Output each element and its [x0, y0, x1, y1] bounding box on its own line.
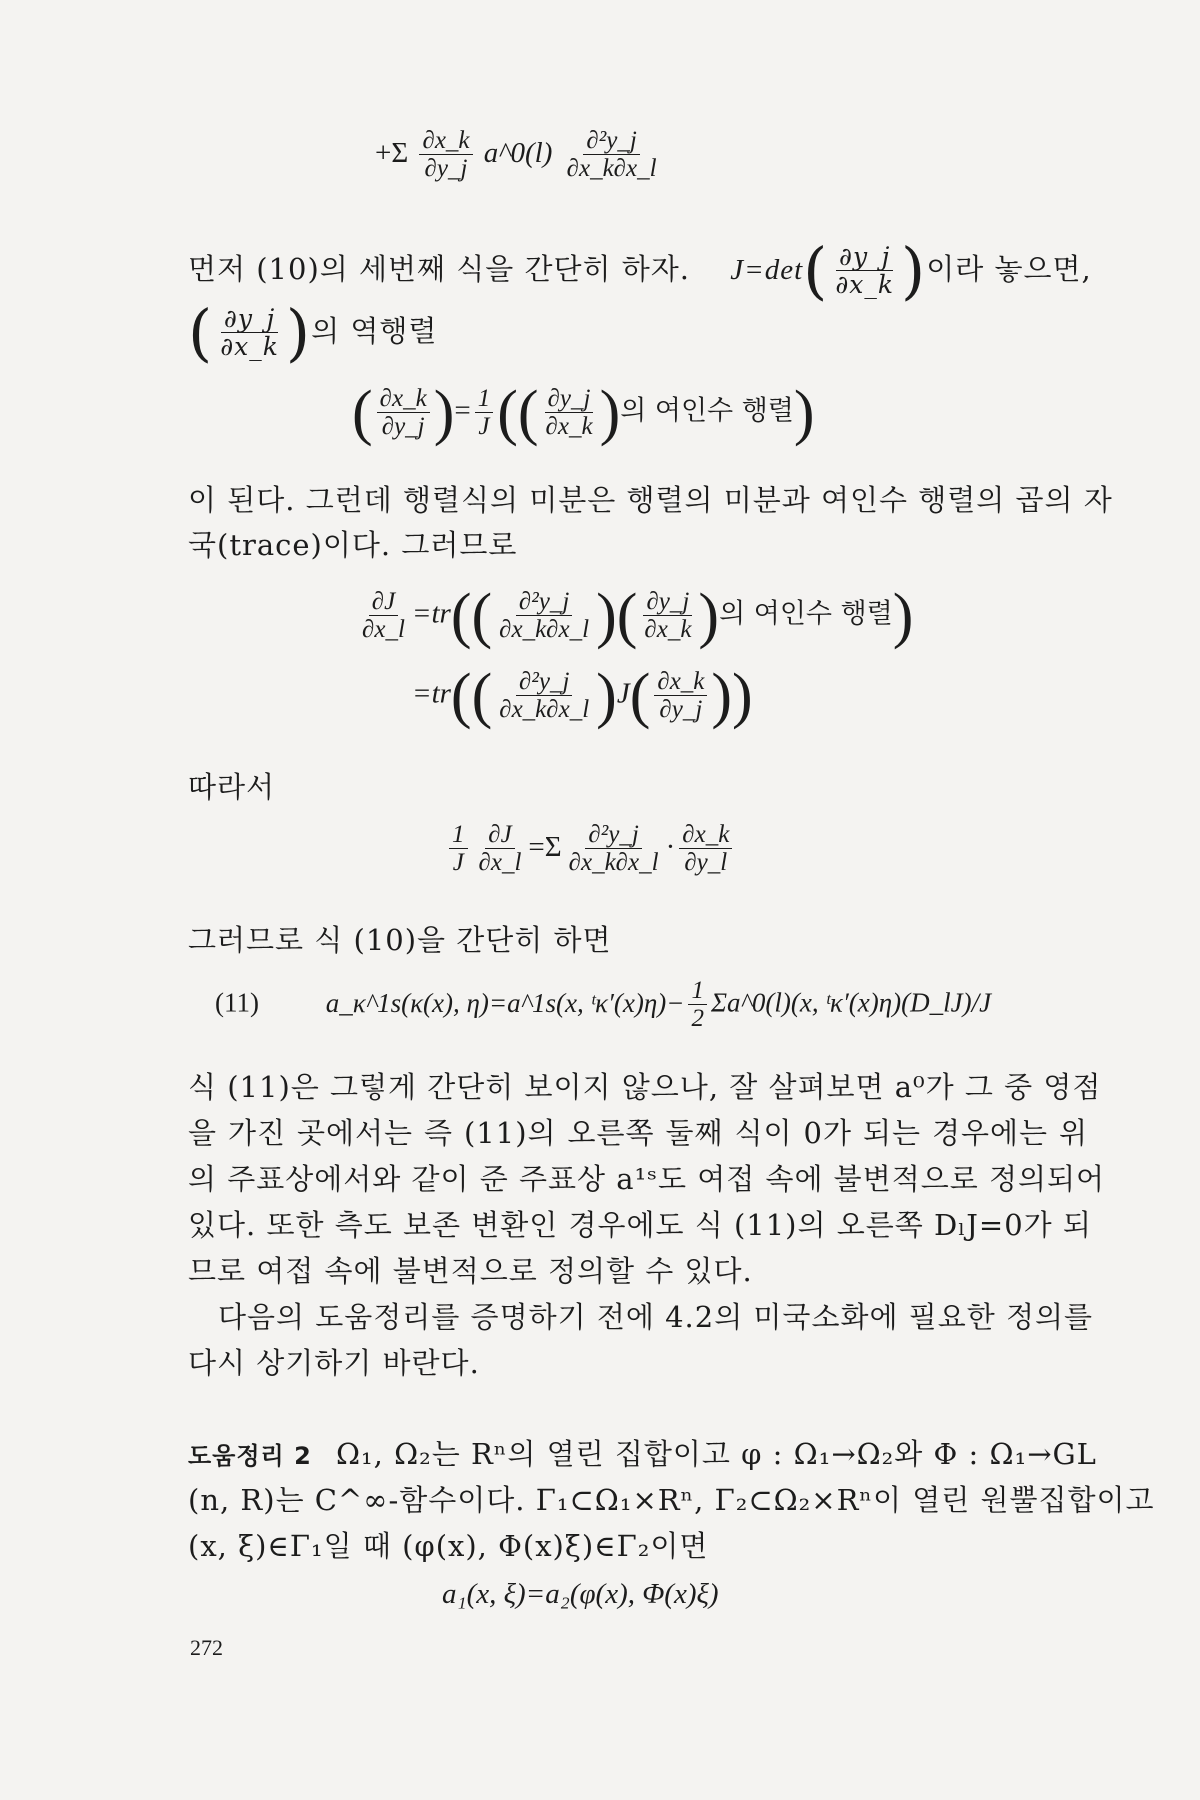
fraction-numerator: ∂y_j: [545, 386, 594, 413]
paren: ): [596, 662, 617, 730]
eq-sign: =tr: [411, 597, 451, 630]
fraction-numerator: ∂²y_j: [516, 589, 572, 616]
eq-sum-prefix: +Σ: [375, 137, 409, 170]
fraction-denominator: ∂y_j: [424, 155, 468, 183]
fraction-denominator: ∂x_k∂x_l: [499, 615, 590, 643]
fraction-numerator: 1: [688, 978, 707, 1005]
paragraph-line: 다시 상기하기 바란다.: [188, 1346, 480, 1380]
fraction-numerator: ∂J: [369, 589, 398, 616]
paren: (: [629, 662, 651, 730]
paragraph-line: 식 (11)은 그렇게 간단히 보이지 않으나, 잘 살펴보면 a⁰가 그 중 영점: [188, 1070, 1102, 1104]
paragraph-line: 그러므로 식 (10)을 간단히 하면: [188, 923, 612, 957]
fraction-denominator: ∂y_j: [659, 695, 703, 723]
fraction: [566, 822, 662, 877]
fraction-denominator: J: [478, 412, 490, 440]
body-text: 의 여인수 행렬: [719, 598, 893, 630]
paren: ): [698, 582, 720, 650]
fraction-numerator: ∂²y_j: [585, 822, 641, 849]
paragraph-line: 이 된다. 그런데 행렬식의 미분은 행렬의 미분과 여인수 행렬의 곱의 자: [188, 483, 1113, 517]
fraction-numerator: ∂y_j: [836, 244, 893, 271]
body-text: 의 여인수 행렬: [620, 395, 794, 427]
eq-term: J=det: [730, 254, 804, 286]
eq-sign: =Σ: [528, 831, 562, 864]
fraction-numerator: ∂x_k: [654, 669, 707, 696]
paragraph-line: [188, 296, 1088, 369]
page-number: 272: [190, 1635, 223, 1660]
paren: (: [803, 234, 829, 307]
fraction: [543, 386, 596, 441]
eq-term: J: [616, 677, 630, 710]
body-text: Ω₁, Ω₂는 Rⁿ의 열린 집합이고 φ : Ω₁→Ω₂와 Φ : Ω₁→GL: [336, 1437, 1097, 1471]
fraction: [688, 978, 707, 1033]
fraction-numerator: ∂x_k: [679, 822, 732, 849]
fraction: [377, 386, 430, 441]
eq-term: a^0(l): [483, 137, 553, 170]
lemma-equation: a₁(x, ξ)=a₂(φ(x), Φ(x)ξ): [442, 1578, 719, 1610]
fraction-numerator: 1: [449, 822, 468, 849]
lemma-line: [188, 1432, 1097, 1473]
fraction: [654, 669, 707, 724]
fraction-denominator: ∂x_k: [644, 615, 692, 643]
body-text: 이라 놓으면,: [926, 252, 1092, 286]
body-text: 의 역행렬: [311, 314, 438, 348]
fraction: [496, 669, 592, 724]
paragraph-line: 따라서: [188, 770, 276, 804]
fraction: [496, 589, 592, 644]
paragraph-line: 국(trace)이다. 그러므로: [188, 528, 518, 562]
paren: ((: [450, 582, 493, 650]
paragraph-line: [188, 234, 1092, 307]
fraction: [564, 128, 660, 183]
fraction: [476, 822, 525, 877]
paragraph-line: (x, ξ)∈Γ₁일 때 (φ(x), Φ(x)ξ)∈Γ₂이면: [188, 1529, 709, 1563]
paragraph-line: 을 가진 곳에서는 즉 (11)의 오른쪽 둘째 식이 0가 되는 경우에는 위: [188, 1116, 1088, 1150]
body-text: 먼저 (10)의 세번째 식을 간단히 하자.: [188, 252, 691, 286]
equation-trace-1: [355, 582, 914, 650]
fraction-numerator: ∂x_k: [419, 128, 472, 155]
paren: (: [352, 379, 373, 447]
paragraph-line: 있다. 또한 측도 보존 변환인 경우에도 식 (11)의 오른쪽 DₗJ=0가 되: [188, 1208, 1092, 1242]
fraction-denominator: 2: [691, 1005, 704, 1033]
eq-term: Σa^0(l)(x, ᵗκ′(x)η)(D_lJ)/J: [710, 987, 992, 1018]
paren: ): [433, 379, 455, 447]
paren: ): [599, 379, 621, 447]
paren: ): [793, 379, 815, 447]
paragraph-line: (n, R)는 C^∞-함수이다. Γ₁⊂Ω₁×Rⁿ, Γ₂⊂Ω₂×Rⁿ이 열린 원뿔집합이고: [188, 1483, 1155, 1517]
equation-result: [445, 822, 736, 877]
fraction-numerator: ∂y_j: [643, 589, 692, 616]
equation-11: [215, 978, 991, 1033]
paren: )(: [596, 582, 638, 650]
fraction-numerator: ∂J: [485, 822, 514, 849]
paren: ): [285, 296, 312, 369]
paren: ): [892, 582, 914, 650]
fraction: [679, 822, 732, 877]
fraction-denominator: ∂x_k: [835, 269, 895, 299]
paren: ((: [450, 662, 493, 730]
fraction-denominator: ∂x_k: [545, 412, 593, 440]
fraction-denominator: ∂y_l: [684, 849, 728, 877]
fraction: [641, 589, 694, 644]
equation-top: [375, 128, 664, 183]
fraction-denominator: ∂x_l: [478, 849, 522, 877]
eq-sign: =tr: [412, 677, 451, 710]
fraction: [832, 241, 897, 299]
fraction-denominator: ∂x_l: [362, 615, 405, 643]
eq-term: a_κ^1s(κ(x), η)=a^1s(x, ᵗκ′(x)η)−: [325, 987, 685, 1018]
lemma-title: 도움정리 2: [188, 1442, 312, 1470]
eq-sign: ·: [665, 831, 676, 864]
eq-sign: =: [454, 394, 471, 427]
equation-inverse: [352, 379, 815, 447]
equation-label: (11): [215, 987, 259, 1018]
fraction-numerator: ∂²y_j: [583, 128, 639, 155]
fraction-denominator: ∂y_j: [381, 412, 425, 440]
fraction-numerator: ∂x_k: [377, 386, 430, 413]
paren: )): [711, 662, 753, 730]
equation-trace-2: [412, 662, 753, 730]
fraction-denominator: ∂x_k∂x_l: [566, 155, 657, 183]
fraction: [475, 386, 494, 441]
fraction-numerator: ∂²y_j: [516, 669, 572, 696]
paren: (: [188, 296, 214, 369]
paren: ): [901, 234, 927, 307]
paragraph-line: 의 주표상에서와 같이 준 주표상 a¹ˢ도 여접 속에 불변적으로 정의되어: [188, 1162, 1106, 1196]
fraction: [449, 822, 468, 877]
fraction-numerator: ∂y_j: [221, 306, 278, 333]
fraction: [217, 303, 282, 361]
fraction: [419, 128, 472, 183]
fraction-denominator: ∂x_k: [220, 331, 279, 361]
fraction-numerator: 1: [475, 386, 494, 413]
fraction-denominator: ∂x_k∂x_l: [568, 849, 659, 877]
paragraph-line: 다음의 도움정리를 증명하기 전에 4.2의 미국소화에 필요한 정의를: [218, 1300, 1094, 1334]
fraction-denominator: ∂x_k∂x_l: [499, 695, 590, 723]
paragraph-line: 므로 여접 속에 불변적으로 정의할 수 있다.: [188, 1254, 753, 1288]
fraction-denominator: J: [452, 849, 464, 877]
paren: ((: [497, 379, 539, 447]
fraction: [359, 589, 408, 644]
